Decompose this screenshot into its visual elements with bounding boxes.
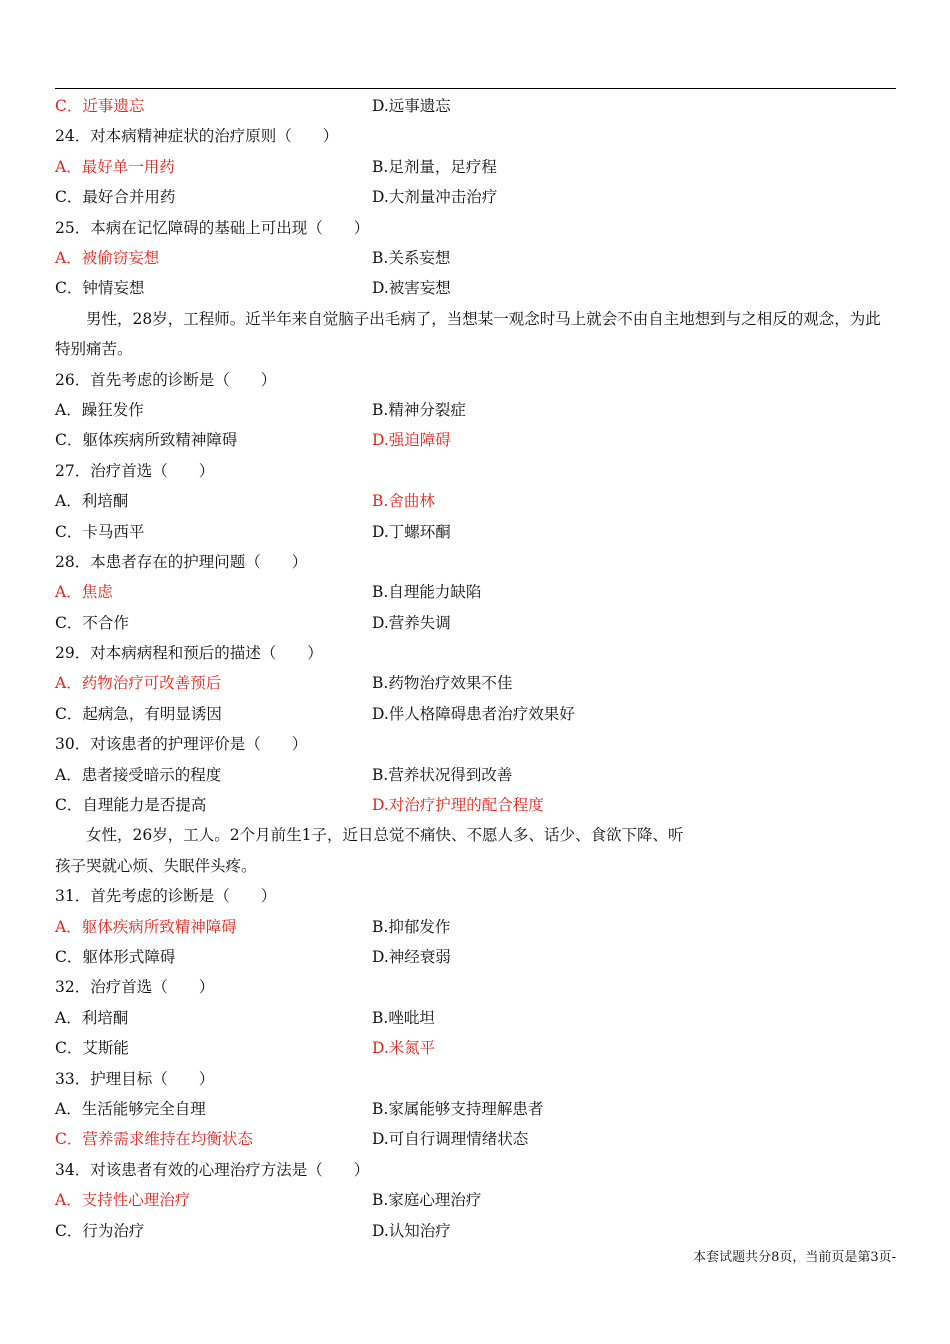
option-row <box>55 699 896 729</box>
option: B.家庭心理治疗 <box>372 1191 482 1210</box>
option-row <box>55 273 896 303</box>
option: B.营养状况得到改善 <box>372 765 513 784</box>
option-row <box>55 425 896 455</box>
option: C．不合作 <box>55 613 129 632</box>
question-stem: 32．治疗首选（ ） <box>55 978 215 997</box>
case-description: 女性，26岁，工人。2个月前生1子，近日总觉不痛快、不愿人多、话少、食欲下降、听孩子哭就心烦、失眠伴头疼。 <box>55 826 684 875</box>
option: A．利培酮 <box>55 492 129 511</box>
option: C．艾斯能 <box>55 1039 129 1058</box>
answer-option: D.对治疗护理的配合程度 <box>372 796 544 815</box>
option-row <box>55 577 896 607</box>
option: D.被害妄想 <box>372 279 451 298</box>
option: C．行为治疗 <box>55 1221 145 1240</box>
question-stem: 30．对该患者的护理评价是（ ） <box>55 735 308 754</box>
header-rule <box>55 88 896 89</box>
option: B.药物治疗效果不佳 <box>372 674 513 693</box>
option: A．躁狂发作 <box>55 400 144 419</box>
option-row <box>55 486 896 516</box>
question-stem: 29．对本病病程和预后的描述（ ） <box>55 644 323 663</box>
option-row <box>55 760 896 790</box>
option: C．起病急，有明显诱因 <box>55 704 222 723</box>
question-list <box>55 91 896 1246</box>
option: D.远事遗忘 <box>372 97 451 115</box>
option-row <box>55 912 896 942</box>
answer-option: A．最好单一用药 <box>55 157 175 176</box>
case-description: 男性，28岁，工程师。近半年来自觉脑子出毛病了，当想某一观念时马上就会不由自主地想到与之相反的观念，为此特别痛苦。 <box>55 309 881 359</box>
option: D.丁螺环酮 <box>372 522 451 541</box>
option-row <box>55 91 896 121</box>
question-stem: 33．护理目标（ ） <box>55 1069 215 1088</box>
answer-option: A．药物治疗可改善预后 <box>55 674 222 693</box>
option: C．躯体形式障碍 <box>55 948 176 966</box>
option: C．自理能力是否提高 <box>55 796 207 815</box>
option-row <box>55 1033 896 1063</box>
option-row <box>55 1216 896 1246</box>
option: A．生活能够完全自理 <box>55 1099 206 1118</box>
option: B.足剂量，足疗程 <box>372 157 497 176</box>
option: C．躯体疾病所致精神障碍 <box>55 431 238 450</box>
option-row <box>55 668 896 698</box>
option: C．钟情妄想 <box>55 279 145 298</box>
option-row <box>55 1124 896 1154</box>
option: D.营养失调 <box>372 613 451 632</box>
option: B.自理能力缺陷 <box>372 583 482 602</box>
answer-option: B.舍曲林 <box>372 492 435 511</box>
option: B.家属能够支持理解患者 <box>372 1099 544 1118</box>
option-row <box>55 517 896 547</box>
option-row <box>55 243 896 273</box>
option: C．卡马西平 <box>55 522 145 541</box>
question-stem: 26．首先考虑的诊断是（ ） <box>55 370 277 389</box>
option-row <box>55 1185 896 1215</box>
question-stem: 31．首先考虑的诊断是（ ） <box>55 887 277 906</box>
question-stem: 24．对本病精神症状的治疗原则（ ） <box>55 127 339 146</box>
answer-option: C．近事遗忘 <box>55 97 145 115</box>
question-stem: 25．本病在记忆障碍的基础上可出现（ ） <box>55 218 370 237</box>
option-row <box>55 942 896 972</box>
answer-option: A．支持性心理治疗 <box>55 1191 191 1210</box>
option: D.可自行调理情绪状态 <box>372 1130 529 1149</box>
option: D.认知治疗 <box>372 1221 451 1240</box>
answer-option: D.米氮平 <box>372 1039 436 1058</box>
option: D.大剂量冲击治疗 <box>372 188 498 207</box>
option: B.唑吡坦 <box>372 1008 435 1027</box>
option: B.关系妄想 <box>372 248 451 267</box>
answer-option: A．焦虑 <box>55 583 113 602</box>
option-row <box>55 152 896 182</box>
option: D.神经衰弱 <box>372 948 451 966</box>
question-stem: 27．治疗首选（ ） <box>55 461 215 480</box>
question-stem: 28．本患者存在的护理问题（ ） <box>55 552 308 571</box>
answer-option: A．躯体疾病所致精神障碍 <box>55 917 237 936</box>
option-row <box>55 1094 896 1124</box>
option-row <box>55 608 896 638</box>
question-stem: 34．对该患者有效的心理治疗方法是（ ） <box>55 1160 370 1179</box>
option: C．最好合并用药 <box>55 188 176 207</box>
option: A．利培酮 <box>55 1008 129 1027</box>
option: A．患者接受暗示的程度 <box>55 765 222 784</box>
option: D.伴人格障碍患者治疗效果好 <box>372 704 575 723</box>
option-row <box>55 790 896 820</box>
option-row <box>55 1003 896 1033</box>
answer-option: A．被偷窃妄想 <box>55 248 160 267</box>
option-row <box>55 395 896 425</box>
option: B.精神分裂症 <box>372 400 466 419</box>
option: B.抑郁发作 <box>372 917 451 936</box>
page-footer: 本套试题共分8页，当前页是第3页- <box>693 1250 896 1265</box>
option-row <box>55 182 896 212</box>
answer-option: C．营养需求维持在均衡状态 <box>55 1130 253 1149</box>
answer-option: D.强迫障碍 <box>372 431 451 450</box>
